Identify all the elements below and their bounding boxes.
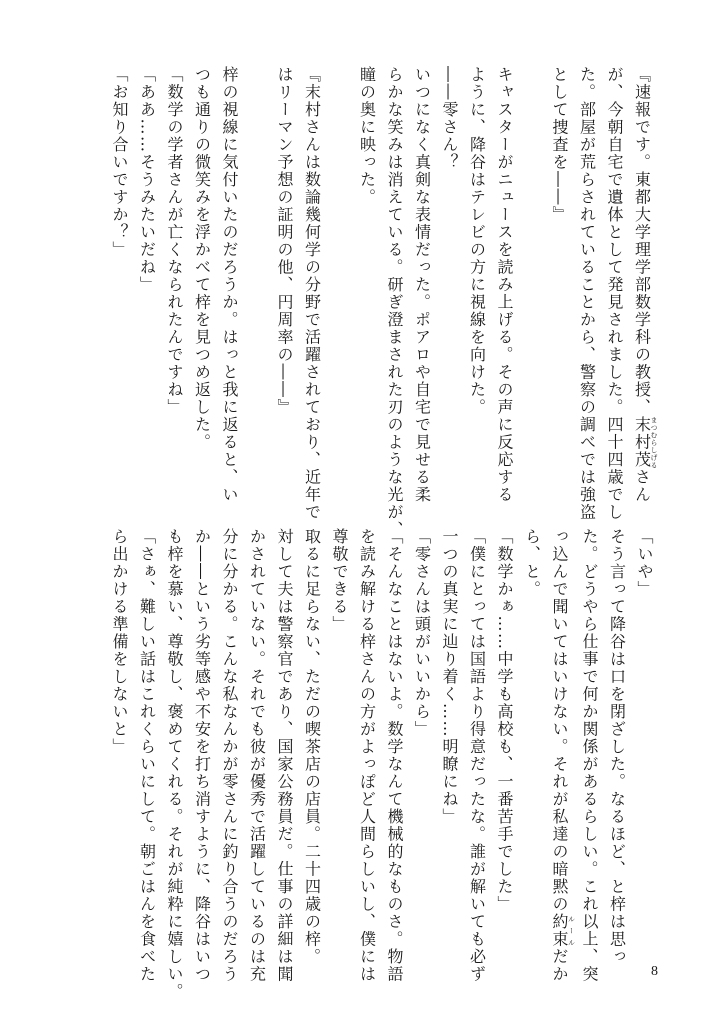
text-line: そう言って降谷は口を閉ざした。なるほど、と梓は思っ: [607, 528, 627, 966]
text-line: 瞳の奥に映った。: [357, 66, 377, 206]
text-line: 「お知り合いですか？」: [110, 66, 129, 259]
text-line: た。部屋が荒らされていることから、警察の調べでは強盗: [577, 66, 597, 521]
furigana-rule: 約束ルール: [550, 913, 576, 948]
text-line: か――という劣等感や不安を打ち消すように、降谷はいつ: [192, 528, 212, 983]
page-number: 8: [651, 964, 658, 979]
upper-text-block: [106, 66, 659, 539]
text-line: 「いや」: [635, 528, 654, 598]
blank-line: [326, 66, 354, 496]
text-line: た。どうやら仕事で何か関係があるらしい。これ以上、突: [580, 528, 599, 983]
text-line: ように、降谷はテレビの方に視線を向けた。: [467, 66, 487, 416]
text-line: 尊敬できる」: [330, 528, 349, 633]
text-line: っ込んで聞いてはいけない。それが私達の暗黙の約束ルールだか: [550, 528, 576, 983]
text-line: を読み解ける梓さんの方がよっぽど人間らしいし、僕には: [357, 528, 377, 983]
text-line: 「数学かぁ……中学も高校も、一番苦手でした」: [495, 528, 514, 913]
text-line: 梓の視線に気付いたのだろうか。はっと我に返ると、い: [220, 66, 239, 504]
text-line: 一つの真実に辿り着く……明瞭にね」: [440, 528, 459, 826]
text-line: 「零さんは頭がいいから」: [412, 528, 432, 738]
text-line: 「そんなことはないよ。数学なんて機械的なものさ。物語: [385, 528, 404, 983]
blank-line: [243, 66, 271, 496]
text-line: 「僕にとっては国語より得意だったな。誰が解いても必ず: [467, 528, 487, 983]
furigana-name: 末村茂まつむらしげる: [632, 416, 658, 469]
text-line: 『速報です。東都大学理学部数学科の教授、末村茂まつむらしげるさん: [632, 66, 658, 504]
text-line: 「さぁ、難しい話はこれくらいにして。朝ごはんを食べた: [137, 528, 157, 983]
text-line: 「ああ……そうみたいだね」: [137, 66, 157, 294]
text-line: 対して夫は警察官であり、国家公務員だ。仕事の詳細は聞: [275, 528, 294, 983]
text-line: かされていない。それでも彼が優秀で活躍しているのは充: [247, 528, 267, 983]
text-line: ら、と。: [522, 528, 542, 598]
text-line: 取るに足らない、ただの喫茶店の店員。二十四歳の梓。: [302, 528, 322, 966]
text-line: らかな笑みは消えている。研ぎ澄まされた刃のような光が、: [385, 66, 404, 539]
text-line: が、今朝自宅で遺体として発見されました。四十四歳でし: [605, 66, 624, 521]
text-line: つも通りの微笑みを浮かべて梓を見つめ返した。: [192, 66, 212, 451]
text-line: 分に分かる。こんな私なんかが零さんに釣り合うのだろう: [220, 528, 239, 983]
lower-text-block: [106, 528, 659, 1001]
text-line: ――零さん？: [440, 66, 459, 171]
text-line: も梓を慕い、尊敬し、褒めてくれる。それが純粋に嬉しい。: [165, 528, 184, 1001]
text-line: いつになく真剣な表情だった。ポアロや自宅で見せる柔: [412, 66, 432, 504]
text-line: はリーマン予想の証明の他、円周率の――』: [275, 66, 294, 416]
text-line: 「数学の学者さんが亡くなられたんですね」: [165, 66, 184, 416]
text-line: キャスターがニュースを読み上げる。その声に反応する: [495, 66, 514, 504]
text-line: として捜査を――』: [550, 66, 569, 224]
blank-line: [518, 66, 546, 496]
text-line: 『末村さんは数論幾何学の分野で活躍されており、近年で: [302, 66, 322, 521]
text-line: ら出かける準備をしないと」: [110, 528, 129, 756]
